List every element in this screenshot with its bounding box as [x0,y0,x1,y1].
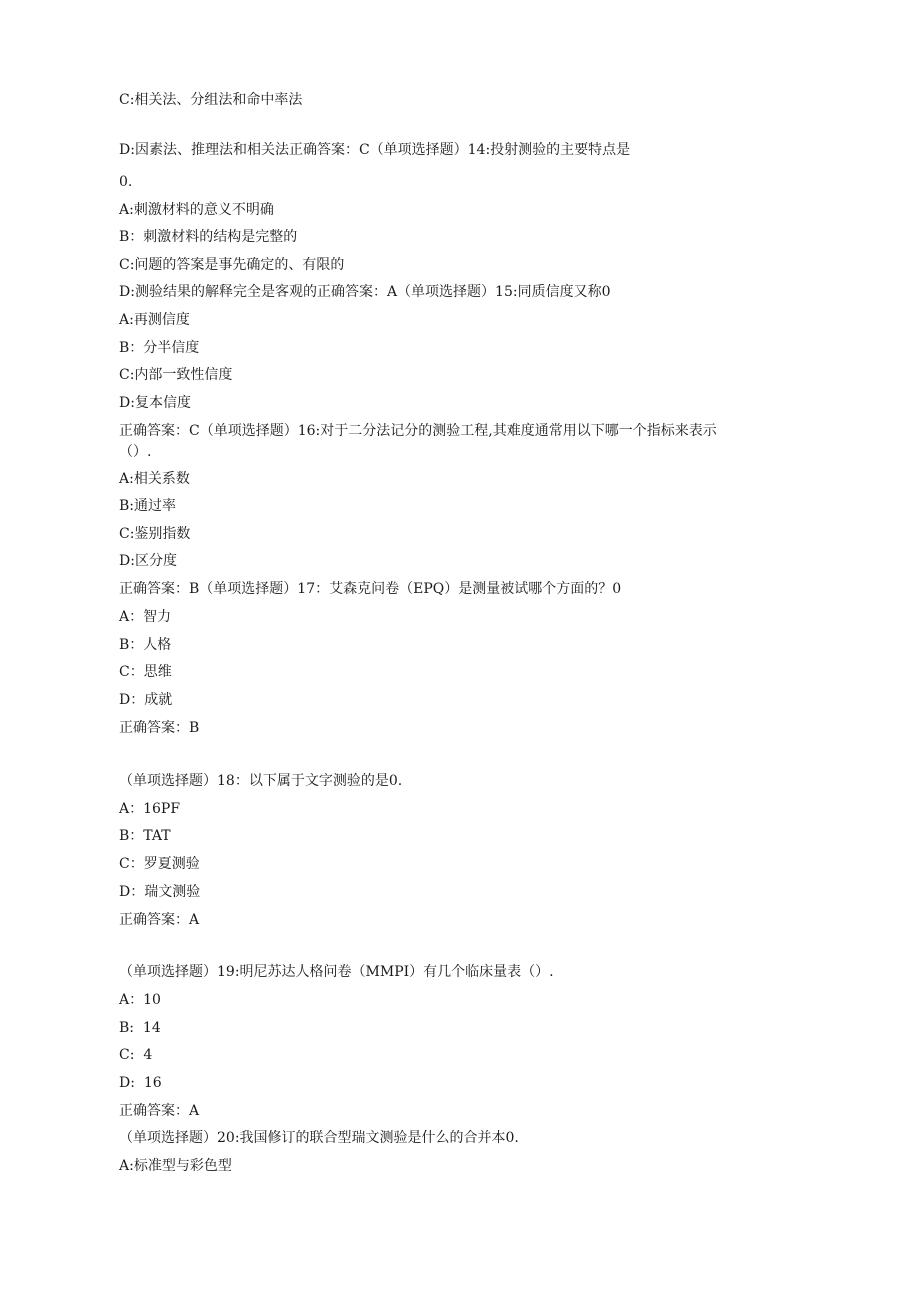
text-line: C:相关法、分组法和命中率法 [119,92,303,108]
text-line: B：刺激材料的结构是完整的 [119,229,298,245]
text-line: D：瑞文测验 [119,884,201,900]
text-line: C:鉴别指数 [119,526,191,542]
text-line: A：10 [119,992,161,1008]
text-line: 正确答案：A [119,1103,200,1119]
text-line: 正确答案：C（单项选择题）16:对于二分法记分的测验工程,其难度通常用以下哪一个指标来表示 [119,423,717,439]
text-line: D:复本信度 [119,395,191,411]
text-line: （单项选择题）19:明尼苏达人格问卷（MMPI）有几个临床量表（）. [119,964,554,980]
text-line: （）. [119,444,152,460]
text-line: C：罗夏测验 [119,856,200,872]
text-line: D:测验结果的解释完全是客观的正确答案：A（单项选择题）15:同质信度又称0 [119,284,611,300]
text-line: 正确答案：A [119,912,200,928]
text-line: D：成就 [119,692,173,708]
text-line: C:问题的答案是事先确定的、有限的 [119,257,345,273]
text-line: D: 16 [119,1075,162,1091]
text-line: C:内部一致性信度 [119,367,233,383]
text-line: C：思维 [119,664,172,680]
text-line: A：智力 [119,609,172,625]
text-line: B:通过率 [119,498,177,514]
text-line: 正确答案：B [119,720,200,736]
text-line: A:标准型与彩色型 [119,1158,232,1174]
text-line: A:相关系数 [119,471,190,487]
text-line: A:刺激材料的意义不明确 [119,202,274,218]
text-line: B：分半信度 [119,340,200,356]
text-line: A:再测信度 [119,312,190,328]
text-line: C: 4 [119,1047,153,1063]
text-line: （单项选择题）18：以下属于文字测验的是0. [119,773,403,789]
text-line: （单项选择题）20:我国修订的联合型瑞文测验是什么的合并本0. [119,1130,519,1146]
text-line: B：人格 [119,637,172,653]
text-line: 正确答案：B（单项选择题）17：艾森克问卷（EPQ）是测量被试哪个方面的？0 [119,581,622,597]
text-line: B: 14 [119,1020,161,1036]
text-line: D:区分度 [119,553,177,569]
text-line: B：TAT [119,828,171,844]
text-line: A：16PF [119,801,181,817]
text-line: D:因素法、推理法和相关法正确答案：C（单项选择题）14:投射测验的主要特点是 [119,142,631,158]
text-line: 0. [119,174,133,190]
